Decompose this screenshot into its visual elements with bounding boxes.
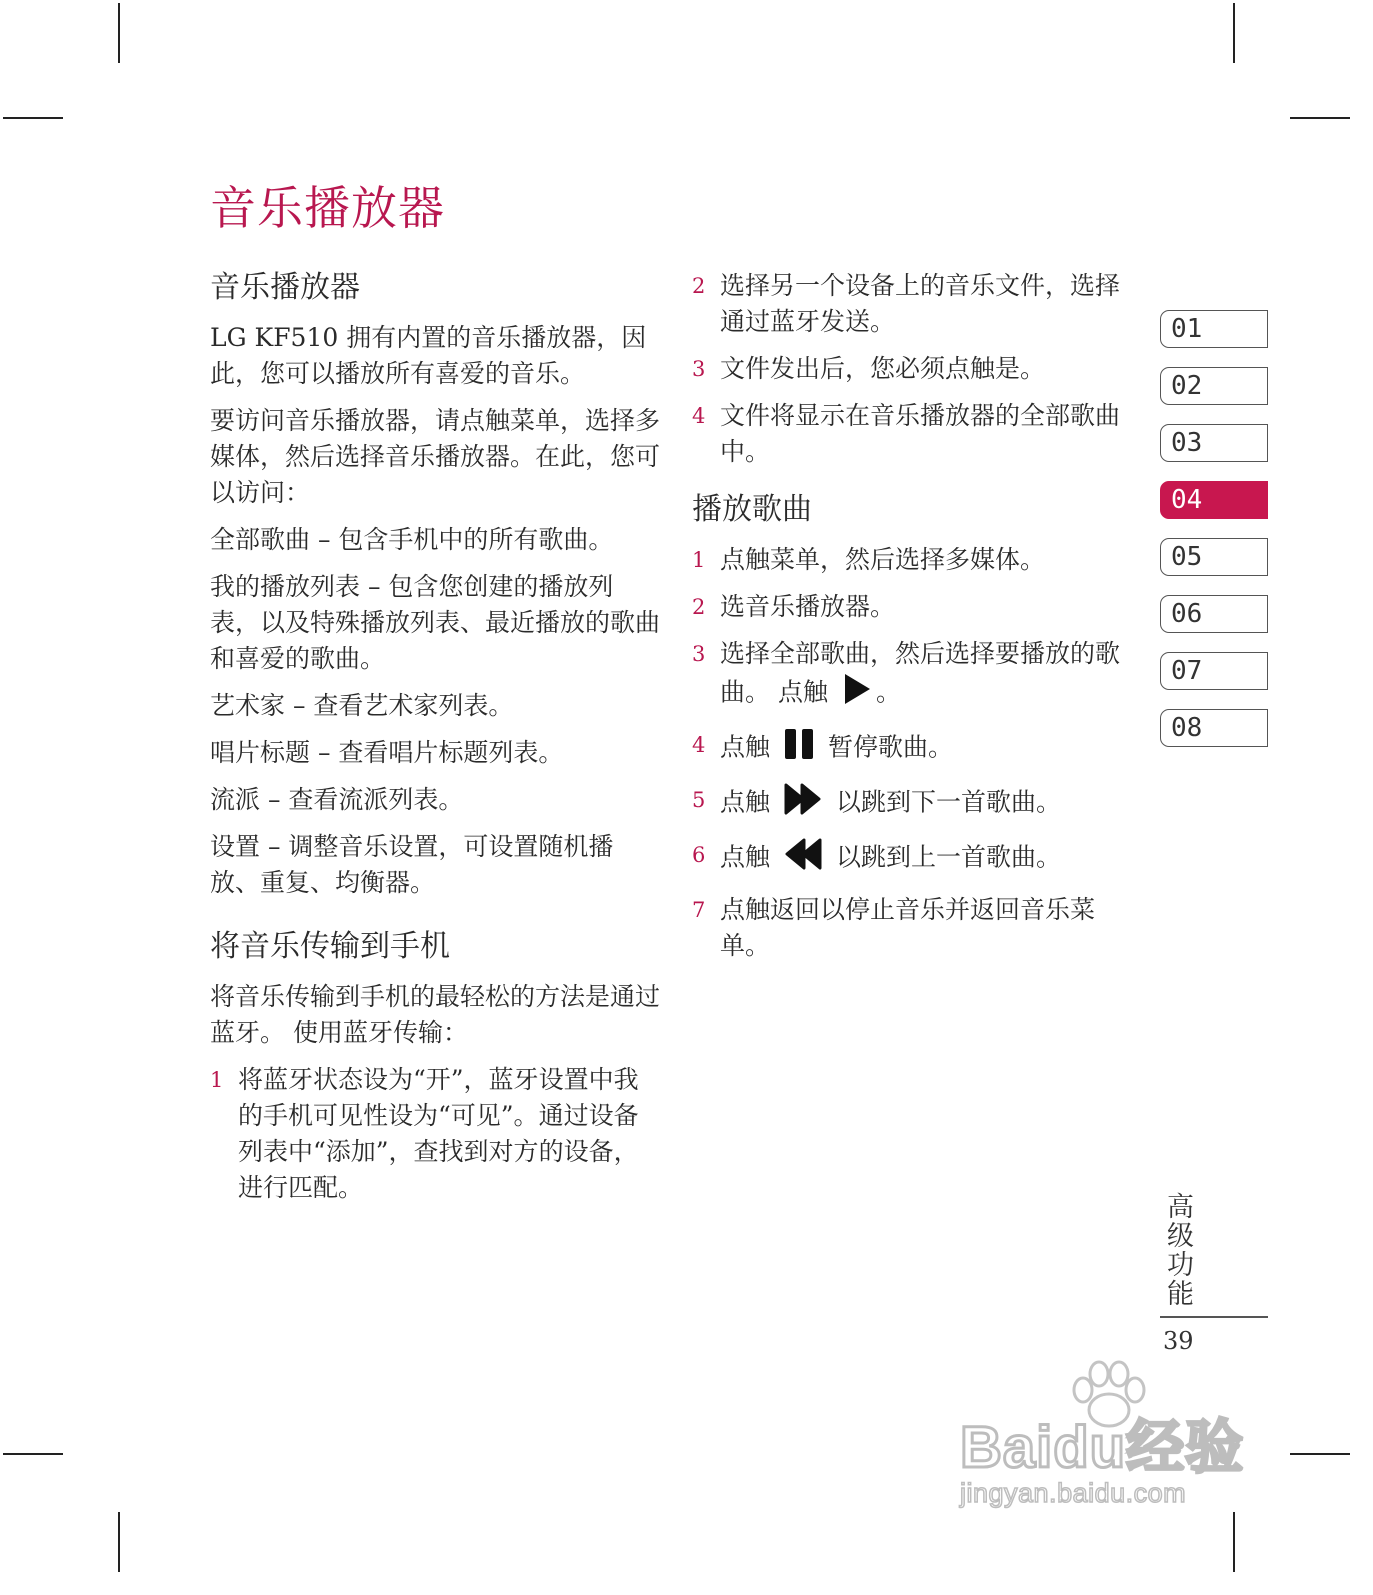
transfer-intro-paragraph: 将音乐传输到手机的最轻松的方法是通过蓝牙。 使用蓝牙传输：: [210, 982, 661, 1047]
step-text: 文件发出后，您必须点触是。: [720, 354, 1046, 383]
transfer-steps-list: [210, 1062, 660, 1206]
step-text: 将蓝牙状态设为“开”，蓝牙设置中我的手机可见性设为“可见”。通过设备列表中“添加”，查找到对方的设备，进行匹配。: [238, 1065, 639, 1202]
list-item: [692, 782, 1142, 826]
chapter-tab-06[interactable]: 06: [1160, 595, 1268, 633]
list-item: [692, 636, 1142, 716]
play-icon: [842, 672, 872, 716]
chapter-tab-05[interactable]: 05: [1160, 538, 1268, 576]
list-item: [692, 837, 1142, 881]
crop-mark: [118, 3, 120, 63]
step-number: 5: [692, 788, 706, 812]
step-number: 2: [692, 595, 706, 619]
step-text: 点触: [720, 787, 771, 817]
step-number: 4: [692, 733, 706, 757]
step-text: 点触: [720, 842, 771, 872]
genres-paragraph: 流派 – 查看流派列表。: [210, 785, 464, 814]
playlists-paragraph: 我的播放列表 – 包含您创建的播放列表，以及特殊播放列表、最近播放的歌曲和喜爱的歌曲。: [210, 572, 661, 673]
crop-mark: [1290, 1453, 1350, 1455]
list-item: [692, 727, 1142, 771]
list-item: [692, 268, 1142, 340]
list-item: [692, 542, 1142, 578]
chapter-tabs: [1160, 310, 1268, 766]
step-text: 选择全部歌曲，然后选择要播放的歌曲。 点触: [720, 639, 1121, 707]
step-text: 选音乐播放器。: [720, 592, 896, 621]
section-heading-transfer: 将音乐传输到手机: [210, 929, 450, 964]
crop-mark: [3, 1453, 63, 1455]
step-number: 2: [692, 274, 706, 298]
all-songs-paragraph: 全部歌曲 – 包含手机中的所有歌曲。: [210, 525, 614, 554]
chapter-tab-08[interactable]: 08: [1160, 709, 1268, 747]
step-number: 7: [692, 898, 706, 922]
left-column: [210, 268, 660, 1217]
page-number: 39: [1163, 1327, 1194, 1355]
pause-icon: [784, 727, 814, 771]
chapter-tab-07[interactable]: 07: [1160, 652, 1268, 690]
section-label: 高级功能: [1162, 1192, 1193, 1308]
step-number: 3: [692, 642, 706, 666]
list-item: [692, 351, 1142, 387]
crop-mark: [118, 1512, 120, 1572]
rewind-icon: [784, 837, 822, 881]
step-number: 4: [692, 404, 706, 428]
step-text: 点触: [720, 732, 771, 762]
chapter-tab-02[interactable]: 02: [1160, 367, 1268, 405]
section-heading-play-songs: 播放歌曲: [692, 492, 812, 527]
step-number: 1: [210, 1068, 224, 1092]
step-text-suffix: 暂停歌曲。: [828, 732, 954, 762]
list-item: [210, 1062, 660, 1206]
step-number: 1: [692, 548, 706, 572]
page-title: 音乐播放器: [210, 181, 445, 235]
play-steps-list: [692, 542, 1142, 964]
chapter-tab-03[interactable]: 03: [1160, 424, 1268, 462]
crop-mark: [1233, 3, 1235, 63]
list-item: [692, 892, 1142, 964]
watermark: [955, 1360, 1275, 1520]
transfer-steps-list-continued: [692, 268, 1142, 470]
list-item: [692, 589, 1142, 625]
access-paragraph: 要访问音乐播放器，请点触菜单，选择多媒体，然后选择音乐播放器。在此，您可以访问：: [210, 406, 661, 507]
crop-mark: [1233, 1512, 1235, 1572]
intro-paragraph: LG KF510 拥有内置的音乐播放器，因此，您可以播放所有喜爱的音乐。: [210, 323, 647, 388]
step-text-suffix: 。: [875, 677, 901, 707]
crop-mark: [1290, 117, 1350, 119]
list-item: [692, 398, 1142, 470]
section-heading-music-player: 音乐播放器: [210, 270, 360, 305]
watermark-main-text: Baidu经验: [960, 1415, 1245, 1480]
step-number: 6: [692, 843, 706, 867]
step-text: 文件将显示在音乐播放器的全部歌曲中。: [720, 401, 1121, 466]
right-column: [692, 268, 1142, 975]
crop-mark: [3, 117, 63, 119]
step-text: 点触返回以停止音乐并返回音乐菜单。: [720, 895, 1096, 960]
chapter-tab-04-active[interactable]: 04: [1160, 481, 1268, 519]
step-text-suffix: 以跳到上一首歌曲。: [836, 842, 1062, 872]
fast-forward-icon: [784, 782, 822, 826]
step-text: 选择另一个设备上的音乐文件，选择通过蓝牙发送。: [720, 271, 1121, 336]
artists-paragraph: 艺术家 – 查看艺术家列表。: [210, 691, 514, 720]
settings-paragraph: 设置 – 调整音乐设置，可设置随机播放、重复、均衡器。: [210, 832, 614, 897]
watermark-url: jingyan.baidu.com: [960, 1478, 1187, 1508]
footer-divider: [1160, 1316, 1268, 1318]
albums-paragraph: 唱片标题 – 查看唱片标题列表。: [210, 738, 564, 767]
chapter-tab-01[interactable]: 01: [1160, 310, 1268, 348]
step-number: 3: [692, 357, 706, 381]
step-text-suffix: 以跳到下一首歌曲。: [836, 787, 1062, 817]
step-text: 点触菜单，然后选择多媒体。: [720, 545, 1046, 574]
